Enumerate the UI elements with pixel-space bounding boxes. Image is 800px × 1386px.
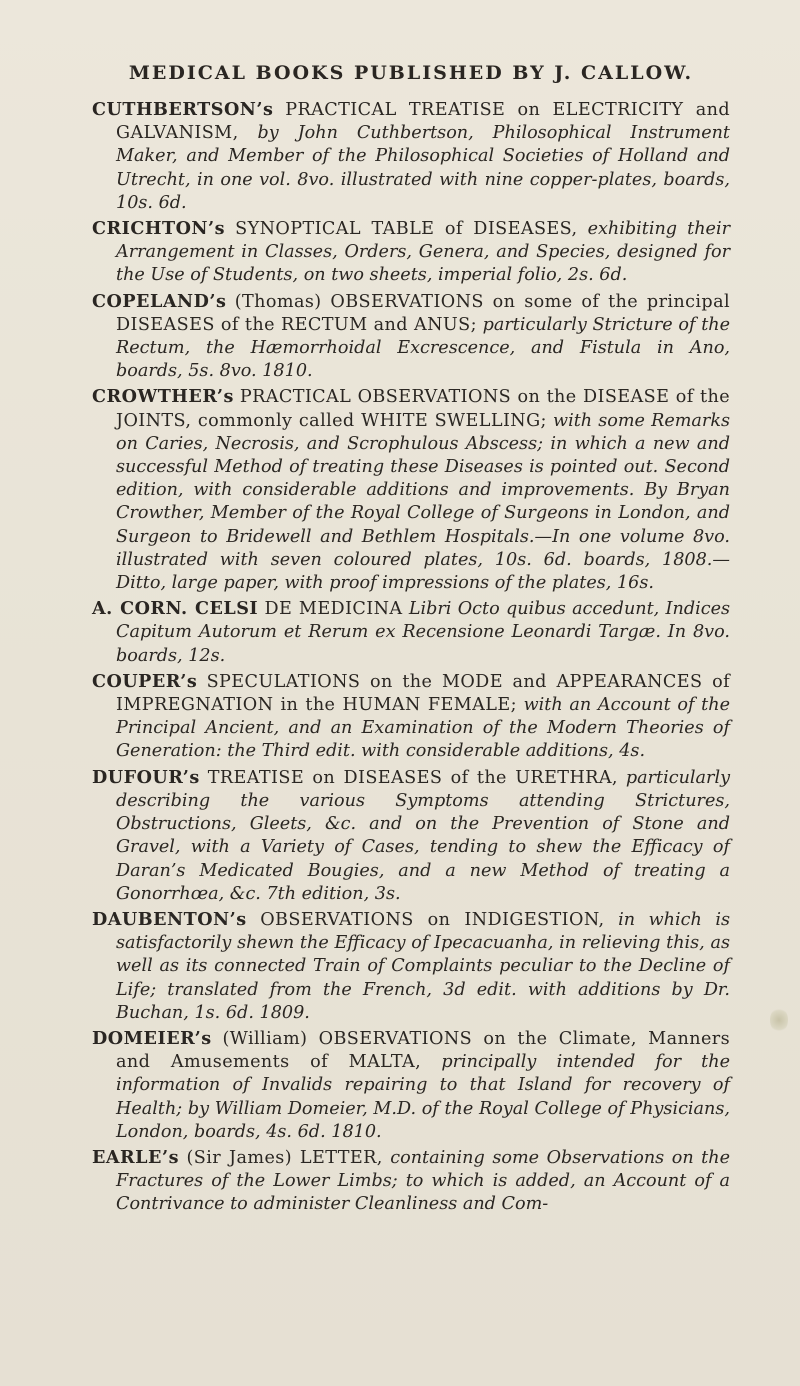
catalogue-entry <box>92 98 730 215</box>
entry-title: TREATISE on DISEASES of the URETHRA, <box>207 767 618 788</box>
catalogue-entry <box>92 385 730 595</box>
entry-title: PRACTICAL TREATISE on ELECTRICITY and GALVANISM, <box>116 100 731 144</box>
catalogue-entry <box>92 1027 730 1144</box>
entry-description: with some Remarks on Caries, Necrosis, and Scrophulous Abscess; in which a new and successful Method of treating these Diseases is pointed out. Second edition, with considerable additions and improvements. By Bryan Crowther, Member of the Royal College of Surgeons in London, and Surgeon to Bridewell and Bethlem Hospitals.—In one volume 8vo. illustrated with seven coloured plates, 10s. 6d. boards, 1808.—Ditto, large paper, with proof impressions of the plates, 16s. <box>116 410 731 594</box>
entry-title: PRACTICAL OBSERVATIONS on the DISEASE of the JOINTS, commonly called WHITE SWELLING; <box>116 387 731 431</box>
catalogue-entry <box>92 908 730 1025</box>
entry-title: DE MEDICINA <box>264 599 403 620</box>
catalogue-entry <box>92 670 730 764</box>
entry-author: COUPER’s <box>92 670 198 692</box>
catalogue-entry <box>92 217 730 288</box>
catalogue-entries <box>92 98 730 1217</box>
entry-author: DAUBENTON’s <box>92 908 247 930</box>
entry-description: containing some Observations on the Fractures of the Lower Limbs; to which is added, an Account of a Contrivance to administer Cleanliness and Com- <box>116 1147 731 1215</box>
entry-title: OBSERVATIONS on INDIGESTION, <box>260 909 605 930</box>
entry-description: Libri Octo quibus accedunt, Indices Capitum Autorum et Rerum ex Recensione Leonardi Targæ. In 8vo. boards, 12s. <box>116 599 731 666</box>
entry-description: with an Account of the Principal Ancient, and an Examination of the Modern Theories of Generation: the Third edit. with considerable additions, 4s. <box>116 695 730 762</box>
entry-description: by John Cuthbertson, Philosophical Instrument Maker, and Member of the Philosophical Societies of Holland and Utrecht, in one vol. 8vo. illustrated with nine copper-plates, boards, 10s. 6d. <box>116 123 731 213</box>
entry-description: particularly Stricture of the Rectum, the Hæmorrhoidal Excrescence, and Fistula in Ano, boards, 5s. 8vo. 1810. <box>116 314 731 382</box>
page-header: MEDICAL BOOKS PUBLISHED BY J. CALLOW. <box>128 62 694 84</box>
entry-author: A. CORN. CELSI <box>92 598 259 620</box>
paper-stain <box>770 1007 788 1033</box>
entry-title: SPECULATIONS on the MODE and APPEARANCES of IMPREGNATION in the HUMAN FEMALE; <box>116 671 730 716</box>
entry-description: in which is satisfactorily shewn the Efficacy of Ipecacuanha, in relieving this, as well as its connected Train of Complaints peculiar to the Decline of Life; translated from the French, 3d edit. with additions by Dr. Buchan, 1s. 6d. 1809. <box>116 909 731 1023</box>
entry-author: CRICHTON’s <box>92 218 226 240</box>
entry-description: principally intended for the information of Invalids repairing to that Island for recovery of Health; by William Domeier, M.D. of the Royal College of Physicians, London, boards, 4s. 6d. 1810. <box>116 1052 730 1142</box>
entry-author: COPELAND’s <box>92 290 227 312</box>
entry-title: (Sir James) LETTER, <box>186 1147 383 1168</box>
entry-author: CROWTHER’s <box>92 386 234 408</box>
entry-author: DUFOUR’s <box>92 766 200 788</box>
entry-author: EARLE’s <box>92 1146 179 1168</box>
catalogue-entry <box>92 290 730 384</box>
entry-description: exhibiting their Arrangement in Classes, Orders, Genera, and Species, designed for the Use of Students, on two sheets, imperial folio, 2s. 6d. <box>116 219 731 286</box>
entry-description: particularly describing the various Symptoms attending Strictures, Obstructions, Gleets, &c. and on the Prevention of Stone and Gravel, with a Variety of Cases, tending to shew the Efficacy of Daran’s Medicated Bougies, and a new Method of treating a Gonorrhœa, &c. 7th edition, 3s. <box>116 767 731 904</box>
entry-title: (Thomas) OBSERVATIONS on some of the principal DISEASES of the RECTUM and ANUS; <box>116 291 730 335</box>
entry-author: DOMEIER’s <box>92 1027 212 1049</box>
catalogue-entry <box>92 597 730 668</box>
catalogue-entry <box>92 1146 730 1217</box>
entry-title: (William) OBSERVATIONS on the Climate, Manners and Amusements of MALTA, <box>116 1028 730 1073</box>
entry-author: CUTHBERTSON’s <box>92 99 274 120</box>
catalogue-entry <box>92 766 730 906</box>
entry-title: SYNOPTICAL TABLE of DISEASES, <box>235 219 578 240</box>
